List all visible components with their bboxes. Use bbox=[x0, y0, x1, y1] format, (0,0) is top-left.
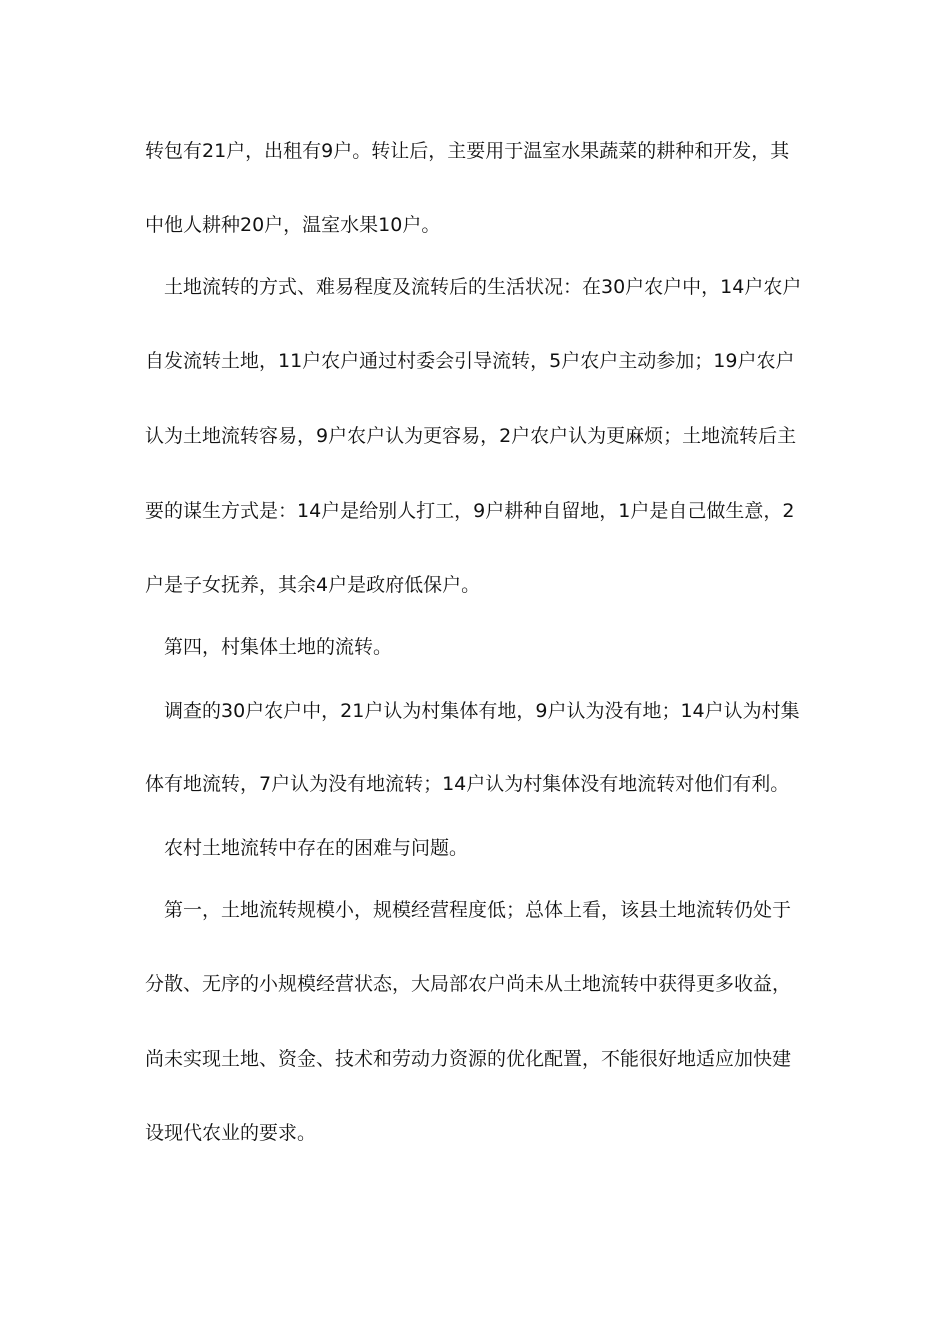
text-line: 认为土地流转容易，9户农户认为更容易，2户农户认为更麻烦；土地流转后主 bbox=[145, 425, 797, 447]
text-line: 要的谋生方式是：14户是给别人打工，9户耕种自留地，1户是自己做生意，2 bbox=[145, 500, 795, 522]
text-line: 中他人耕种20户，温室水果10户。 bbox=[145, 214, 441, 236]
section-heading: 农村土地流转中存在的困难与问题。 bbox=[164, 837, 469, 859]
text-line: 分散、无序的小规模经营状态，大局部农户尚未从土地流转中获得更多收益， bbox=[145, 973, 792, 995]
text-line: 户是子女抚养，其余4户是政府低保户。 bbox=[145, 574, 481, 596]
text-line: 转包有21户，出租有9户。转让后，主要用于温室水果蔬菜的耕种和开发，其 bbox=[145, 140, 790, 162]
text-line: 设现代农业的要求。 bbox=[145, 1122, 317, 1144]
text-line: 自发流转土地，11户农户通过村委会引导流转，5户农户主动参加；19户农户 bbox=[145, 350, 795, 372]
text-line: 体有地流转，7户认为没有地流转；14户认为村集体没有地流转对他们有利。 bbox=[145, 773, 790, 795]
paragraph-start-line: 土地流转的方式、难易程度及流转后的生活状况：在30户农户中，14户农户 bbox=[164, 276, 802, 298]
section-heading: 第四，村集体土地的流转。 bbox=[164, 636, 393, 658]
paragraph-start-line: 调查的30户农户中，21户认为村集体有地，9户认为没有地；14户认为村集 bbox=[164, 700, 800, 722]
paragraph-start-line: 第一，土地流转规模小，规模经营程度低；总体上看，该县土地流转仍处于 bbox=[164, 899, 792, 921]
text-line: 尚未实现土地、资金、技术和劳动力资源的优化配置，不能很好地适应加快建 bbox=[145, 1048, 792, 1070]
